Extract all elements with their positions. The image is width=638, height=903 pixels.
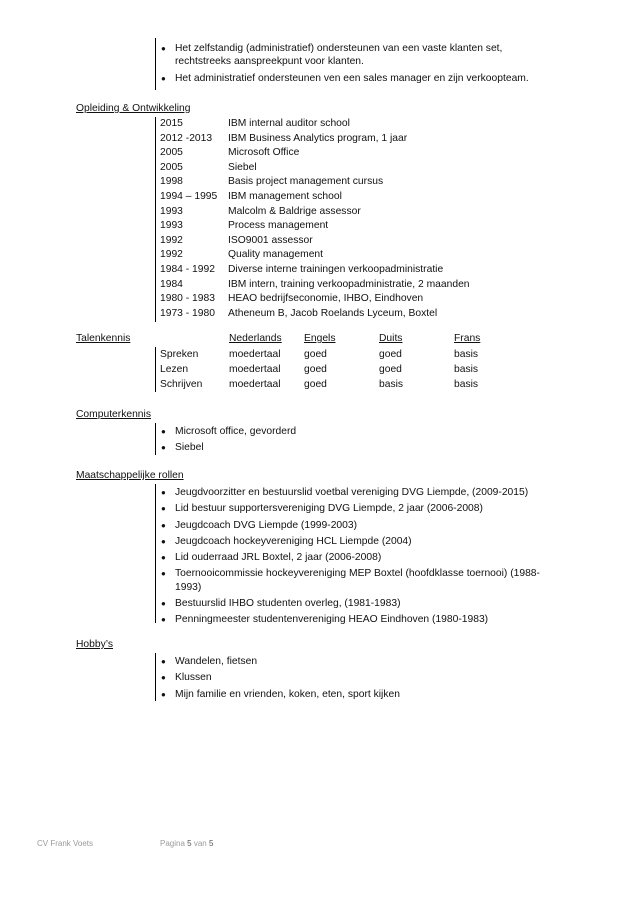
list-item: ● Toernooicommissie hockeyvereniging MEP Boxtel (hoofdklasse toernooi) (1988-1993) — [161, 568, 540, 593]
language-level: basis — [454, 379, 479, 390]
list-item: ● Jeugdcoach DVG Liempde (1999-2003) — [161, 519, 358, 531]
education-desc: Process management — [228, 220, 329, 232]
language-skill: Spreken — [160, 349, 199, 360]
language-level: moedertaal — [229, 364, 281, 375]
language-level: goed — [304, 379, 327, 390]
education-year: 1993 — [160, 220, 183, 232]
language-skill: Schrijven — [160, 379, 203, 390]
education-desc: Quality management — [228, 249, 324, 261]
bullet-icon: ● — [161, 504, 166, 514]
rule-top — [155, 38, 156, 90]
languages-heading: Talenkennis — [76, 333, 131, 344]
education-desc: Basis project management cursus — [228, 176, 384, 188]
list-item: ● Jeugdvoorzitter en bestuurslid voetbal vereniging DVG Liempde, (2009-2015) — [161, 487, 529, 498]
rule-education — [155, 117, 156, 322]
lang-col-de: Duits — [379, 333, 403, 344]
education-year: 1980 - 1983 — [160, 293, 215, 305]
education-year: 2012 -2013 — [160, 132, 213, 144]
bullet-icon: ● — [161, 488, 166, 497]
rule-hobbies — [155, 653, 156, 701]
education-desc: Malcolm & Baldrige assessor — [228, 205, 361, 217]
rule-computer — [155, 423, 156, 455]
education-desc: ISO9001 assessor — [228, 234, 313, 246]
education-year: 1998 — [160, 176, 183, 188]
education-year: 2015 — [160, 118, 183, 129]
bullet-icon: ● — [161, 443, 166, 453]
bullet-icon: ● — [161, 569, 166, 579]
list-item: ● Lid ouderraad JRL Boxtel, 2 jaar (2006-2008) — [161, 552, 382, 564]
bullet-icon: ● — [161, 520, 166, 530]
education-desc: IBM Business Analytics program, 1 jaar — [228, 132, 408, 144]
education-year: 1984 — [160, 278, 183, 290]
education-year: 1992 — [160, 249, 183, 261]
language-level: goed — [304, 364, 327, 375]
language-level: goed — [304, 349, 327, 360]
roles-heading: Maatschappelijke rollen — [76, 470, 184, 481]
list-item: ● Mijn familie en vrienden, koken, eten, sport kijken — [161, 688, 400, 700]
language-level: moedertaal — [229, 379, 281, 390]
education-year: 2005 — [160, 147, 183, 159]
rule-languages — [155, 347, 156, 392]
hobbies-list — [157, 655, 557, 704]
language-level: basis — [454, 364, 479, 375]
bullet-icon: ● — [161, 615, 166, 625]
list-item: ● Siebel — [161, 442, 204, 454]
education-desc: HEAO bedrijfseconomie, IHBO, Eindhoven — [228, 293, 424, 305]
list-item: ● Bestuurslid IHBO studenten overleg, (1981-1983) — [161, 598, 401, 610]
top-bullet-list — [157, 42, 557, 88]
language-skill: Lezen — [160, 364, 189, 375]
education-desc: Siebel — [228, 161, 257, 173]
education-desc: Microsoft Office — [228, 147, 300, 159]
bullet-icon: ● — [161, 73, 166, 83]
education-year: 2005 — [160, 161, 183, 173]
education-year: 1973 - 1980 — [160, 307, 215, 319]
list-item: ● Lid bestuur supportersvereniging DVG Liempde, 2 jaar (2006-2008) — [161, 503, 483, 515]
list-item: ● Wandelen, fietsen — [161, 656, 258, 667]
footer-name: CV Frank Voets — [37, 839, 94, 848]
computer-heading: Computerkennis — [76, 409, 151, 420]
education-year: 1994 – 1995 — [160, 191, 218, 202]
rule-roles — [155, 484, 156, 623]
education-desc: Atheneum B, Jacob Roelands Lyceum, Boxtel — [228, 307, 438, 319]
list-item: ● Penningmeester studentenvereniging HEAO Eindhoven (1980-1983) — [161, 614, 489, 626]
list-item: ● Het zelfstandig (administratief) ondersteunen van een vaste klanten set, rechtstreeks aanspreekpunt voor klanten. — [161, 43, 503, 68]
language-level: basis — [379, 379, 404, 390]
list-item: ● Jeugdcoach hockeyvereniging HCL Liempde (2004) — [161, 535, 412, 547]
lang-col-nl: Nederlands — [229, 333, 282, 344]
education-year: 1992 — [160, 234, 183, 246]
roles-list — [157, 486, 552, 630]
education-year: 1984 - 1992 — [160, 264, 215, 275]
list-item: ● Microsoft office, gevorderd — [161, 426, 297, 437]
bullet-icon: ● — [161, 44, 166, 53]
bullet-icon: ● — [161, 689, 166, 699]
education-desc: IBM internal auditor school — [228, 118, 350, 129]
bullet-icon: ● — [161, 657, 166, 666]
language-level: goed — [379, 349, 402, 360]
bullet-icon: ● — [161, 427, 166, 436]
bullet-icon: ● — [161, 599, 166, 609]
list-item: ● Klussen — [161, 672, 212, 684]
lang-col-en: Engels — [304, 333, 336, 344]
bullet-icon: ● — [161, 553, 166, 563]
list-item: ● Het administratief ondersteunen ven een sales manager en zijn verkoopteam. — [161, 72, 529, 84]
language-level: moedertaal — [229, 349, 281, 360]
education-year: 1993 — [160, 205, 183, 217]
education-heading: Opleiding & Ontwikkeling — [76, 103, 191, 114]
bullet-icon: ● — [161, 673, 166, 683]
language-level: basis — [454, 349, 479, 360]
education-desc: Diverse interne trainingen verkoopadministratie — [228, 264, 444, 275]
footer-page: Pagina 5 van 5 — [160, 839, 214, 848]
bullet-icon: ● — [161, 536, 166, 546]
lang-col-fr: Frans — [454, 333, 481, 344]
language-level: goed — [379, 364, 402, 375]
education-desc: IBM management school — [228, 191, 342, 202]
education-desc: IBM intern, training verkoopadministratie, 2 maanden — [228, 278, 470, 290]
hobbies-heading: Hobby’s — [76, 639, 114, 650]
computer-list — [157, 425, 557, 458]
